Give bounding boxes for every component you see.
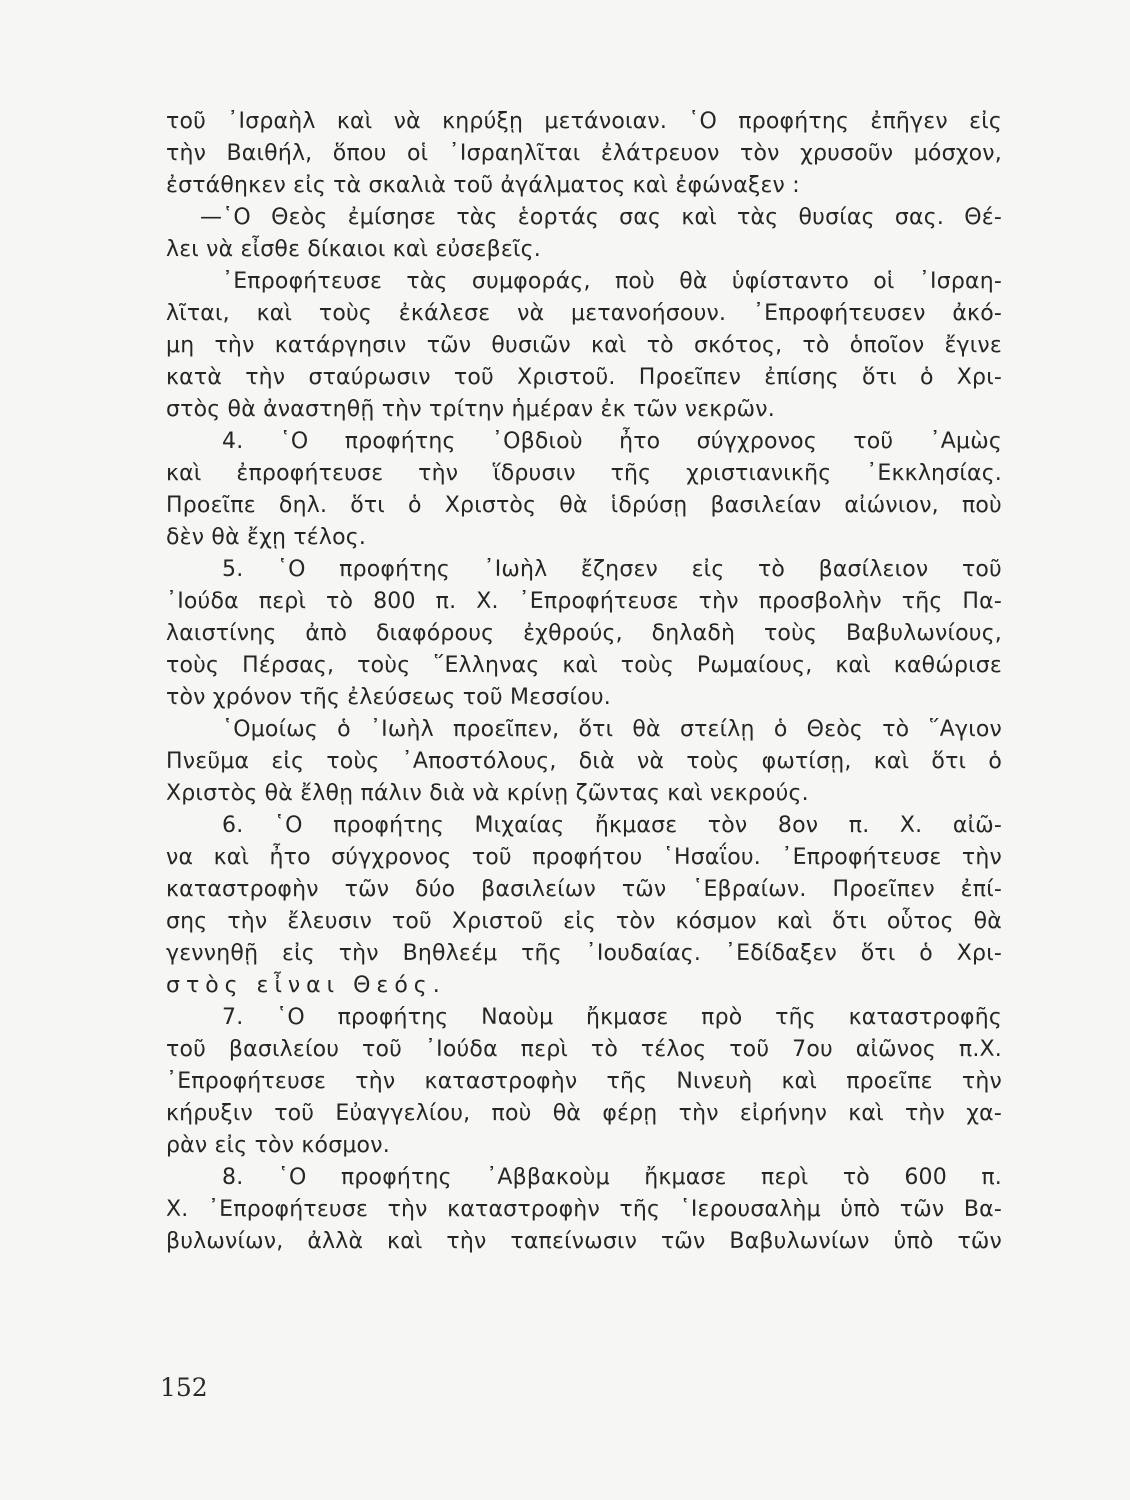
text-line: να καὶ ἦτο σύγχρονος τοῦ προφήτου ῾Ησαΐου. ᾿Επροφήτευσε τὴν (166, 845, 1002, 870)
page-number: 152 (160, 1373, 208, 1402)
text-line: στὸς θὰ ἀναστηθῇ τὴν τρίτην ἡμέραν ἐκ τῶν νεκρῶν. (166, 397, 775, 422)
text-line: τοῦ βασιλείου τοῦ ᾿Ιούδα περὶ τὸ τέλος τοῦ 7ου αἰῶνος π.Χ. (166, 1037, 1002, 1062)
text-line: ῾Ομοίως ὁ ᾿Ιωὴλ προεῖπεν, ὅτι θὰ στείλῃ ὁ Θεὸς τὸ ῞Αγιον (222, 717, 1002, 742)
text-line: κατὰ τὴν σταύρωσιν τοῦ Χριστοῦ. Προεῖπεν ἐπίσης ὅτι ὁ Χρι- (166, 365, 1002, 390)
text-line: 5. ῾Ο προφήτης ᾿Ιωὴλ ἔζησεν εἰς τὸ βασίλειον τοῦ (222, 557, 1002, 582)
text-line: μη τὴν κατάργησιν τῶν θυσιῶν καὶ τὸ σκότος, τὸ ὁποῖον ἔγινε (166, 333, 1002, 358)
page-body-text (166, 106, 1002, 1258)
text-line: λει νὰ εἶσθε δίκαιοι καὶ εὐσεβεῖς. (166, 237, 541, 262)
text-line: δὲν θὰ ἔχῃ τέλος. (166, 525, 367, 550)
text-line: 7. ῾Ο προφήτης Ναοὺμ ἤκμασε πρὸ τῆς καταστροφῆς (222, 1005, 1002, 1030)
text-line: τὸν χρόνον τῆς ἐλεύσεως τοῦ Μεσσίου. (166, 685, 611, 710)
text-line: τοῦ ᾿Ισραὴλ καὶ νὰ κηρύξῃ μετάνοιαν. ῾Ο προφήτης ἐπῆγεν εἰς (166, 109, 1002, 134)
text-line: σης τὴν ἔλευσιν τοῦ Χριστοῦ εἰς τὸν κόσμον καὶ ὅτι οὗτος θὰ (166, 909, 1002, 934)
text-line: 6. ῾Ο προφήτης Μιχαίας ἤκμασε τὸν 8ον π. Χ. αἰῶ- (222, 813, 1002, 838)
text-line: ᾿Ιούδα περὶ τὸ 800 π. Χ. ᾿Επροφήτευσε τὴν προσβολὴν τῆς Πα- (166, 589, 1002, 614)
text-line: τὴν Βαιθήλ, ὅπου οἱ ᾿Ισραηλῖται ἐλάτρευον τὸν χρυσοῦν μόσχον, (166, 141, 1002, 166)
text-line: ᾿Επροφήτευσε τὰς συμφοράς, ποὺ θὰ ὑφίσταντο οἱ ᾿Ισραη- (222, 269, 1002, 294)
text-line: στὸς εἶναι Θεός. (166, 973, 446, 998)
text-line: ἐστάθηκεν εἰς τὰ σκαλιὰ τοῦ ἀγάλματος καὶ ἐφώναξεν : (166, 173, 800, 198)
text-line: Χριστὸς θὰ ἔλθῃ πάλιν διὰ νὰ κρίνῃ ζῶντας καὶ νεκρούς. (166, 781, 809, 806)
text-line: γεννηθῇ εἰς τὴν Βηθλεέμ τῆς ᾿Ιουδαίας. ᾿Εδίδαξεν ὅτι ὁ Χρι- (166, 941, 1002, 966)
text-line: καὶ ἐπροφήτευσε τὴν ἵδρυσιν τῆς χριστιανικῆς ᾿Εκκλησίας. (166, 461, 1002, 486)
text-line: ρὰν εἰς τὸν κόσμον. (166, 1133, 390, 1158)
text-line: κήρυξιν τοῦ Εὐαγγελίου, ποὺ θὰ φέρῃ τὴν εἰρήνην καὶ τὴν χα- (166, 1101, 1002, 1126)
text-line: ᾿Επροφήτευσε τὴν καταστροφὴν τῆς Νινευὴ καὶ προεῖπε τὴν (166, 1069, 1002, 1094)
text-line: τοὺς Πέρσας, τοὺς ῞Ελληνας καὶ τοὺς Ρωμαίους, καὶ καθώρισε (166, 653, 1002, 678)
text-line: Χ. ᾿Επροφήτευσε τὴν καταστροφὴν τῆς ῾Ιερουσαλὴμ ὑπὸ τῶν Βα- (166, 1197, 1002, 1222)
text-line: 4. ῾Ο προφήτης ᾿Οβδιοὺ ἦτο σύγχρονος τοῦ ᾿Αμὼς (222, 429, 1002, 454)
text-line: λαιστίνης ἀπὸ διαφόρους ἐχθρούς, δηλαδὴ τοὺς Βαβυλωνίους, (166, 621, 1002, 646)
text-line: λῖται, καὶ τοὺς ἐκάλεσε νὰ μετανοήσουν. ᾿Επροφήτευσεν ἀκό- (166, 301, 1002, 326)
text-line: καταστροφὴν τῶν δύο βασιλείων τῶν ῾Εβραίων. Προεῖπεν ἐπί- (166, 877, 1002, 902)
text-line: Προεῖπε δηλ. ὅτι ὁ Χριστὸς θὰ ἱδρύσῃ βασιλείαν αἰώνιον, ποὺ (166, 493, 1002, 518)
text-line: Πνεῦμα εἰς τοὺς ᾿Αποστόλους, διὰ νὰ τοὺς φωτίσῃ, καὶ ὅτι ὁ (166, 749, 1002, 774)
text-line: βυλωνίων, ἀλλὰ καὶ τὴν ταπείνωσιν τῶν Βαβυλωνίων ὑπὸ τῶν (166, 1229, 1002, 1254)
text-line: 8. ῾Ο προφήτης ᾿Αββακοὺμ ἤκμασε περὶ τὸ 600 π. (222, 1165, 1002, 1190)
text-line: —῾Ο Θεὸς ἐμίσησε τὰς ἑορτάς σας καὶ τὰς θυσίας σας. Θέ- (200, 205, 1002, 230)
